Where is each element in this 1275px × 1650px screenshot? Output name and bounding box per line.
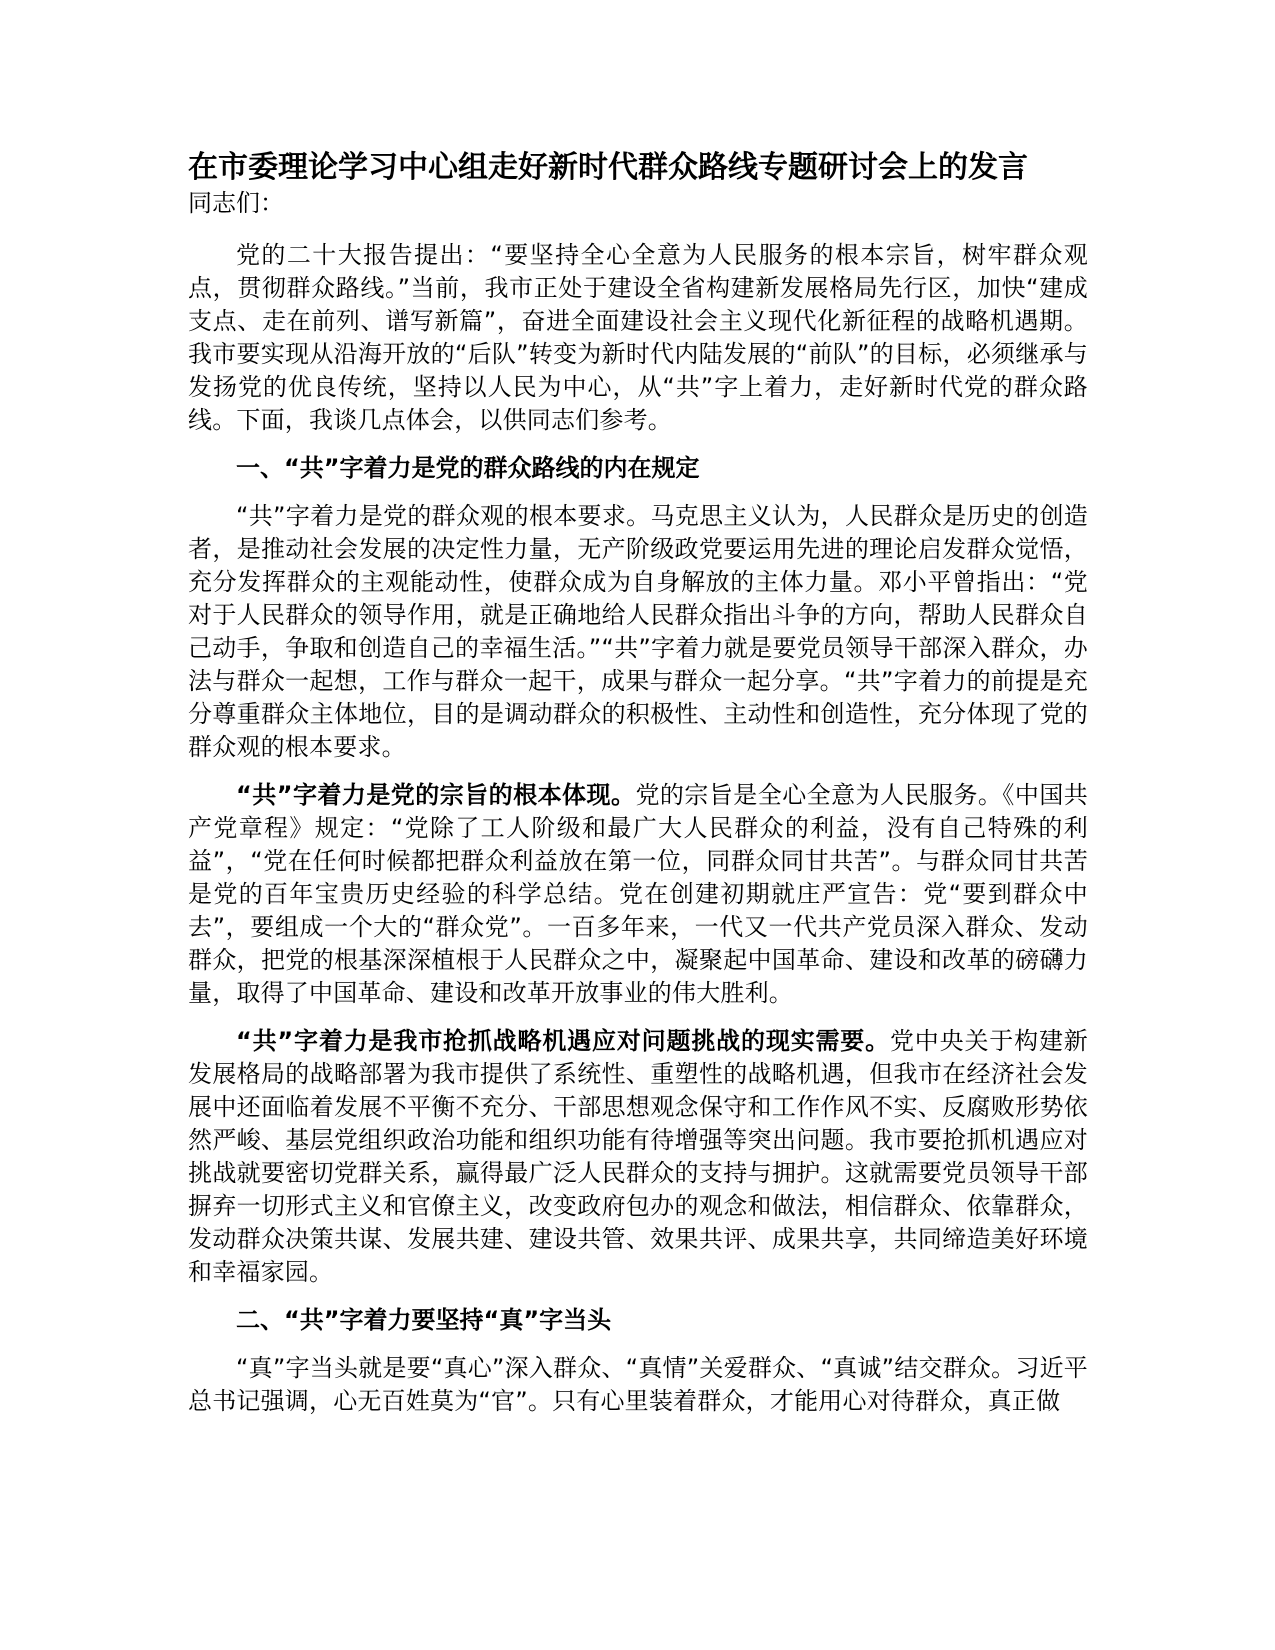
section-1-heading: 一、“共”字着力是党的群众路线的内在规定: [236, 454, 700, 482]
section-2-paragraph-1: “真”字当头就是要“真心”深入群众、“真情”关爱群众、“真诚”结交群众。习近平总书记强调，心无百姓莫为“官”。只有心里装着群众，才能用心对待群众，真正做: [188, 1354, 1088, 1415]
document-body: [188, 148, 1088, 1433]
intro-paragraph: 党的二十大报告提出：“要坚持全心全意为人民服务的根本宗旨，树牢群众观点，贯彻群众路线。”当前，我市正处于建设全省构建新发展格局先行区，加快“建成支点、走在前列、谱写新篇”，奋进全面建设社会主义现代化新征程的战略机遇期。我市要实现从沿海开放的“后队”转变为新时代内陆发展的“前队”的目标，必须继承与发扬党的优良传统，坚持以人民为中心，从“共”字上着力，走好新时代党的群众路线。下面，我谈几点体会，以供同志们参考。: [188, 241, 1088, 434]
document-title: 在市委理论学习中心组走好新时代群众路线专题研讨会上的发言: [188, 150, 1028, 185]
salutation: 同志们：: [188, 189, 284, 217]
paragraph-lead-sentence: “共”字着力是我市抢抓战略机遇应对问题挑战的现实需要。: [236, 1027, 890, 1055]
paragraph-lead-sentence: “共”字着力是党的宗旨的根本体现。: [236, 781, 636, 809]
section-1-paragraph-1: “共”字着力是党的群众观的根本要求。马克思主义认为，人民群众是历史的创造者，是推动社会发展的决定性力量，无产阶级政党要运用先进的理论启发群众觉悟，充分发挥群众的主观能动性，使群众成为自身解放的主体力量。邓小平曾指出：“党对于人民群众的领导作用，就是正确地给人民群众指出斗争的方向，帮助人民群众自己动手，争取和创造自己的幸福生活。”“共”字着力就是要党员领导干部深入群众，办法与群众一起想，工作与群众一起干，成果与群众一起分享。“共”字着力的前提是充分尊重群众主体地位，目的是调动群众的积极性、主动性和创造性，充分体现了党的群众观的根本要求。: [188, 502, 1088, 761]
paragraph-body-text: 党的宗旨是全心全意为人民服务。《中国共产党章程》规定：“党除了工人阶级和最广大人民群众的利益，没有自己特殊的利益”，“党在任何时候都把群众利益放在第一位，同群众同甘共苦”。与群众同甘共苦是党的百年宝贵历史经验的科学总结。党在创建初期就庄严宣告：党“要到群众中去”，要组成一个大的“群众党”。一百多年来，一代又一代共产党员深入群众、发动群众，把党的根基深深植根于人民群众之中，凝聚起中国革命、建设和改革的磅礴力量，取得了中国革命、建设和改革开放事业的伟大胜利。: [188, 781, 1088, 1007]
paragraph-body-text: 党中央关于构建新发展格局的战略部署为我市提供了系统性、重塑性的战略机遇，但我市在经济社会发展中还面临着发展不平衡不充分、干部思想观念保守和工作作风不实、反腐败形势依然严峻、基层党组织政治功能和组织功能有待增强等突出问题。我市要抢抓机遇应对挑战就要密切党群关系，赢得最广泛人民群众的支持与拥护。这就需要党员领导干部摒弃一切形式主义和官僚主义，改变政府包办的观念和做法，相信群众、依靠群众，发动群众决策共谋、发展共建、建设共管、效果共评、成果共享，共同缔造美好环境和幸福家园。: [188, 1027, 1088, 1286]
section-1-paragraph-3: [188, 1025, 1088, 1289]
section-1-paragraph-2: [188, 779, 1088, 1010]
section-2-heading: 二、“共”字着力要坚持“真”字当头: [236, 1306, 612, 1334]
